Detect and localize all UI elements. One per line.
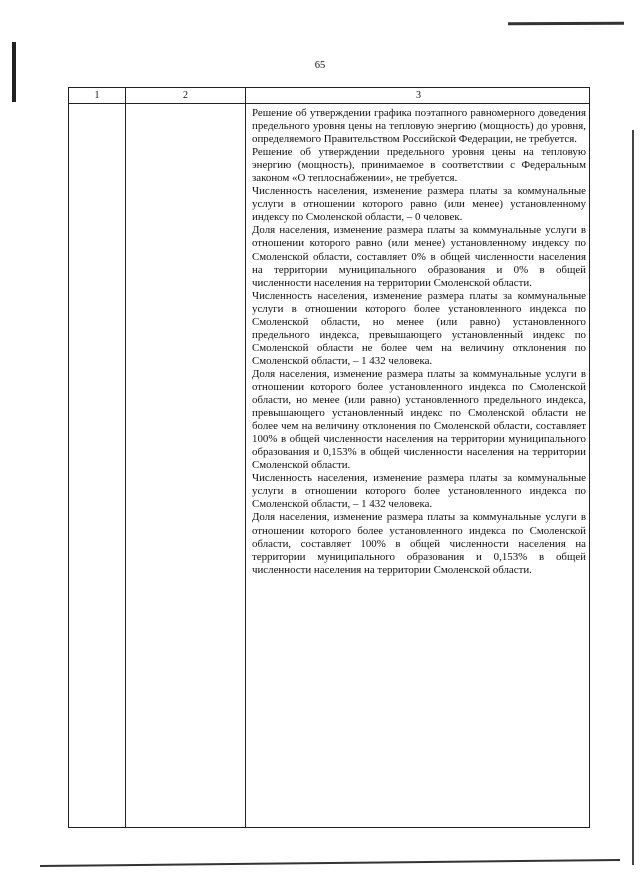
table-cell-column-3 [252, 107, 586, 577]
column-divider [125, 88, 126, 827]
column-header-1: 1 [94, 90, 100, 101]
document-table [68, 87, 590, 828]
paragraph: Доля населения, изменение размера платы за коммунальные услуги в отношении которого более установленного индекса по Смоленской области, но менее (или равно) установленного предельного индекса, превышающего установленный индекс по Смоленской области не более чем на величину отклонения по Смоленской области, составляет 100% в общей численности населения на территории муниципального образования и 0,153% в общей численности населения на территории Смоленской области. [252, 367, 586, 472]
paragraph: Численность населения, изменение размера платы за коммунальные услуги в отношении которого равно (или менее) установленному индексу по Смоленской области, – 0 человек. [252, 185, 586, 224]
scan-artifact-top [508, 22, 624, 26]
table-header-row [69, 88, 589, 104]
paragraph: Решение об утверждении предельного уровня цены на тепловую энергию (мощность), принимаемое в соответствии с Федеральным законом «О теплоснабжении», не требуется. [252, 146, 586, 185]
scan-artifact-left [12, 42, 16, 102]
column-header-3: 3 [416, 90, 421, 101]
paragraph: Доля населения, изменение размера платы за коммунальные услуги в отношении которого равно (или менее) установленному индексу по Смоленской области, составляет 0% в общей численности населения на территории муниципального образования и 0% в общей численности населения на территории Смоленской области. [252, 224, 586, 289]
paragraph: Численность населения, изменение размера платы за коммунальные услуги в отношении которого более установленного индекса по Смоленской области, но менее (или равно) установленного предельного индекса, превышающего установленный индекс по Смоленской области не более чем на величину отклонения по Смоленской области, – 1 432 человека. [252, 289, 586, 367]
scan-artifact-bottom [40, 859, 620, 867]
paragraph: Численность населения, изменение размера платы за коммунальные услуги в отношении которого более установленного индекса по Смоленской области, – 1 432 человека. [252, 472, 586, 511]
column-header-2: 2 [183, 90, 188, 101]
column-divider [245, 88, 246, 827]
paragraph: Доля населения, изменение размера платы за коммунальные услуги в отношении которого более установленного индекса по Смоленской области, составляет 100% в общей численности населения на территории муниципального образования и 0,153% в общей численности населения на территории Смоленской области. [252, 511, 586, 576]
scan-artifact-right [632, 130, 634, 865]
page-number: 65 [314, 60, 326, 71]
paragraph: Решение об утверждении графика поэтапного равномерного доведения предельного уровня цены на тепловую энергию (мощность) до уровня, определяемого Правительством Российской Федерации, не требуется. [252, 107, 586, 146]
